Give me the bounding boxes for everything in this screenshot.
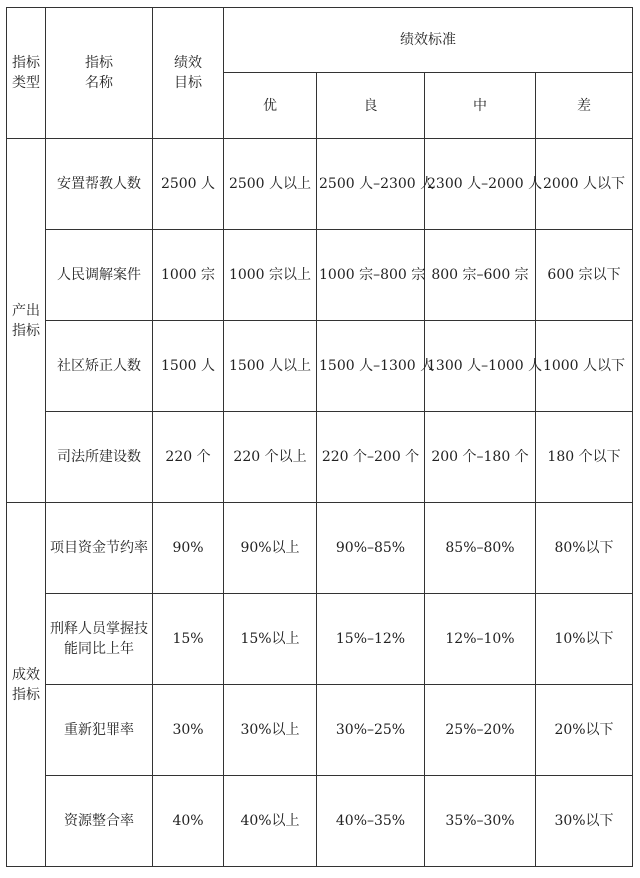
excellent-cell: 1500 人以上 bbox=[224, 321, 317, 412]
medium-cell: 2300 人–2000 人 bbox=[425, 139, 536, 230]
excellent-cell: 2500 人以上 bbox=[224, 139, 317, 230]
table-row bbox=[7, 412, 633, 503]
table-row bbox=[7, 230, 633, 321]
table-row bbox=[7, 321, 633, 412]
indicator-type-text: 成效 指标 bbox=[12, 666, 40, 703]
poor-cell: 600 宗以下 bbox=[536, 230, 633, 321]
good-cell: 15%–12% bbox=[317, 594, 425, 685]
table-row bbox=[7, 594, 633, 685]
table-row bbox=[7, 685, 633, 776]
good-cell: 40%–35% bbox=[317, 776, 425, 867]
performance-indicator-table bbox=[6, 7, 633, 867]
header-indicator-name-text: 指标 名称 bbox=[85, 55, 113, 91]
header-level-good: 良 bbox=[317, 73, 425, 139]
poor-cell: 30%以下 bbox=[536, 776, 633, 867]
excellent-cell: 40%以上 bbox=[224, 776, 317, 867]
good-cell: 2500 人–2300 人 bbox=[317, 139, 425, 230]
medium-cell: 800 宗–600 宗 bbox=[425, 230, 536, 321]
header-row-top bbox=[7, 8, 633, 73]
good-cell: 1500 人–1300 人 bbox=[317, 321, 425, 412]
target-cell: 15% bbox=[153, 594, 224, 685]
table-row bbox=[7, 776, 633, 867]
excellent-cell: 15%以上 bbox=[224, 594, 317, 685]
target-cell: 2500 人 bbox=[153, 139, 224, 230]
poor-cell: 20%以下 bbox=[536, 685, 633, 776]
good-cell: 1000 宗–800 宗 bbox=[317, 230, 425, 321]
header-level-excellent: 优 bbox=[224, 73, 317, 139]
excellent-cell: 1000 宗以上 bbox=[224, 230, 317, 321]
header-performance-target bbox=[153, 8, 224, 139]
target-cell: 1500 人 bbox=[153, 321, 224, 412]
header-performance-target-text: 绩效 目标 bbox=[174, 55, 202, 91]
medium-cell: 85%–80% bbox=[425, 503, 536, 594]
excellent-cell: 30%以上 bbox=[224, 685, 317, 776]
indicator-type-text: 产出 指标 bbox=[12, 302, 40, 339]
good-cell: 30%–25% bbox=[317, 685, 425, 776]
table-row bbox=[7, 503, 633, 594]
indicator-name-cell: 司法所建设数 bbox=[46, 412, 153, 503]
header-indicator-type-text: 指标 类型 bbox=[12, 55, 40, 91]
poor-cell: 80%以下 bbox=[536, 503, 633, 594]
medium-cell: 25%–20% bbox=[425, 685, 536, 776]
excellent-cell: 90%以上 bbox=[224, 503, 317, 594]
target-cell: 90% bbox=[153, 503, 224, 594]
medium-cell: 1300 人–1000 人 bbox=[425, 321, 536, 412]
target-cell: 30% bbox=[153, 685, 224, 776]
indicator-name-cell: 重新犯罪率 bbox=[46, 685, 153, 776]
header-level-poor: 差 bbox=[536, 73, 633, 139]
indicator-name-cell: 刑释人员掌握技能同比上年 bbox=[46, 594, 153, 685]
medium-cell: 12%–10% bbox=[425, 594, 536, 685]
header-indicator-name bbox=[46, 8, 153, 139]
excellent-cell: 220 个以上 bbox=[224, 412, 317, 503]
header-performance-standards: 绩效标准 bbox=[224, 8, 633, 73]
poor-cell: 180 个以下 bbox=[536, 412, 633, 503]
header-level-medium: 中 bbox=[425, 73, 536, 139]
poor-cell: 2000 人以下 bbox=[536, 139, 633, 230]
indicator-name-cell: 社区矫正人数 bbox=[46, 321, 153, 412]
indicator-name-cell: 人民调解案件 bbox=[46, 230, 153, 321]
indicator-name-cell: 项目资金节约率 bbox=[46, 503, 153, 594]
poor-cell: 1000 人以下 bbox=[536, 321, 633, 412]
target-cell: 40% bbox=[153, 776, 224, 867]
table-row bbox=[7, 139, 633, 230]
target-cell: 1000 宗 bbox=[153, 230, 224, 321]
poor-cell: 10%以下 bbox=[536, 594, 633, 685]
indicator-name-cell: 资源整合率 bbox=[46, 776, 153, 867]
header-indicator-type bbox=[7, 8, 46, 139]
indicator-type-cell bbox=[7, 503, 46, 867]
good-cell: 90%–85% bbox=[317, 503, 425, 594]
indicator-type-cell bbox=[7, 139, 46, 503]
medium-cell: 35%–30% bbox=[425, 776, 536, 867]
indicator-name-cell: 安置帮教人数 bbox=[46, 139, 153, 230]
target-cell: 220 个 bbox=[153, 412, 224, 503]
good-cell: 220 个–200 个 bbox=[317, 412, 425, 503]
medium-cell: 200 个–180 个 bbox=[425, 412, 536, 503]
